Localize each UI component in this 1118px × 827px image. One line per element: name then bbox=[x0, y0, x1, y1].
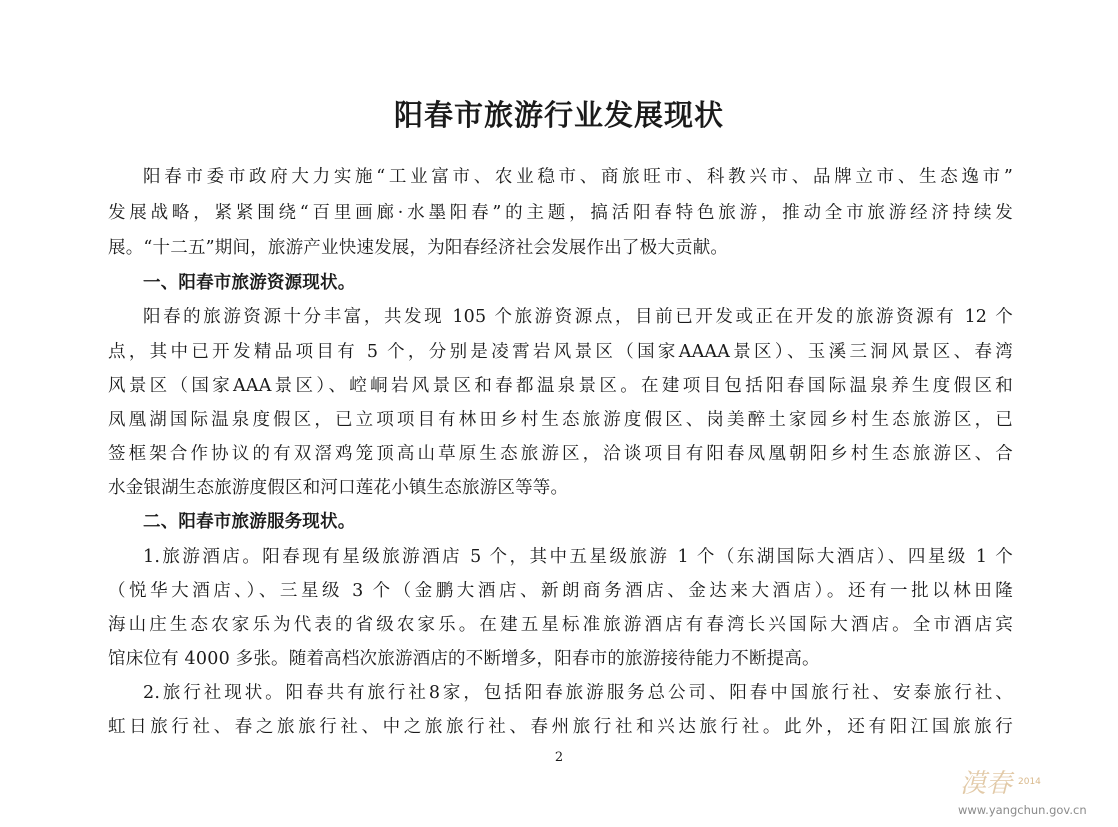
paragraph-line: 凤凰湖国际温泉度假区，已立项项目有林田乡村生态旅游度假区、岗美醉土家园乡村生态旅游区，已 bbox=[108, 410, 1013, 430]
section-heading: 二、阳春市旅游服务现状。 bbox=[143, 512, 356, 532]
paragraph-line: 2.旅行社现状。阳春共有旅行社8家，包括阳春旅游服务总公司、阳春中国旅行社、安泰旅行社、 bbox=[143, 683, 1013, 703]
paragraph-line: 阳春的旅游资源十分丰富，共发现 105 个旅游资源点，目前已开发或正在开发的旅游资源有 12 个 bbox=[143, 307, 1013, 327]
paragraph-line: 海山庄生态农家乐为代表的省级农家乐。在建五星标准旅游酒店有春湾长兴国际大酒店。全市酒店宾 bbox=[108, 615, 1013, 635]
page-number: 2 bbox=[554, 750, 564, 765]
paragraph-line: 点，其中已开发精品项目有 5 个，分别是凌霄岩风景区（国家AAAA景区）、玉溪三洞风景区、春湾 bbox=[108, 342, 1013, 362]
paragraph-line: 1.旅游酒店。阳春现有星级旅游酒店 5 个，其中五星级旅游 1 个（东湖国际大酒店）、四星级 1 个 bbox=[143, 547, 1013, 567]
paragraph-line: 发展战略，紧紧围绕“百里画廊·水墨阳春”的主题，搞活阳春特色旅游，推动全市旅游经济持续发 bbox=[108, 203, 1013, 223]
paragraph-line: （悦华大酒店、）、三星级 3 个（金鹏大酒店、新朗商务酒店、金达来大酒店）。还有一批以林田隆 bbox=[108, 581, 1013, 601]
watermark-url: www.yangchun.gov.cn bbox=[958, 803, 1087, 817]
paragraph-line: 风景区（国家AAA景区）、崆峒岩风景区和春都温泉景区。在建项目包括阳春国际温泉养生度假区和 bbox=[108, 376, 1013, 396]
paragraph-line: 阳春市委市政府大力实施“工业富市、农业稳市、商旅旺市、科教兴市、品牌立市、生态逸市” bbox=[143, 167, 1013, 187]
watermark bbox=[950, 763, 1110, 823]
paragraph-line: 展。“十二五”期间，旅游产业快速发展，为阳春经济社会发展作出了极大贡献。 bbox=[108, 238, 729, 258]
document-title: 阳春市旅游行业发展现状 bbox=[393, 98, 724, 132]
paragraph-line: 馆床位有 4000 多张。随着高档次旅游酒店的不断增多，阳春市的旅游接待能力不断提高。 bbox=[108, 649, 820, 669]
watermark-logo: 漠春 bbox=[960, 769, 1013, 799]
paragraph-line: 虹日旅行社、春之旅旅行社、中之旅旅行社、春州旅行社和兴达旅行社。此外，还有阳江国旅旅行 bbox=[108, 717, 1013, 737]
section-heading: 一、阳春市旅游资源现状。 bbox=[143, 273, 356, 293]
paragraph-line: 水金银湖生态旅游度假区和河口莲花小镇生态旅游区等等。 bbox=[108, 478, 569, 498]
watermark-year: 2014 bbox=[1018, 777, 1041, 787]
paragraph-line: 签框架合作协议的有双滘鸡笼顶高山草原生态旅游区，洽谈项目有阳春凤凰朝阳乡村生态旅游区、合 bbox=[108, 444, 1013, 464]
